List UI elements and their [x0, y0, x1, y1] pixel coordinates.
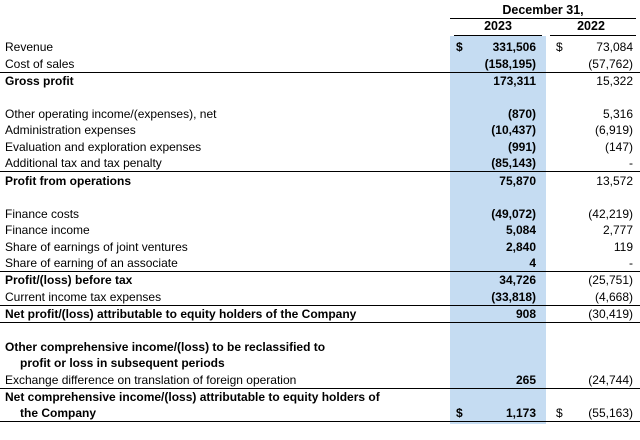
row-additional-tax — [0, 155, 640, 172]
value-2022: (57,762) — [588, 57, 633, 71]
row-profit-from-operations — [0, 173, 640, 189]
value-2022: 5,316 — [602, 107, 633, 121]
currency-2023: $ — [456, 40, 463, 54]
row-profit-before-tax — [0, 272, 640, 288]
row-net-profit — [0, 306, 640, 323]
year-2023-header: 2023 — [484, 19, 512, 33]
row-other-operating — [0, 106, 640, 122]
value-2022: - — [629, 256, 633, 270]
value-2023: (33,818) — [491, 290, 536, 304]
row-cost-of-sales — [0, 56, 640, 73]
value-2023: (991) — [507, 140, 536, 154]
row-label: Exchange difference on translation of foreign operation — [5, 373, 297, 387]
value-2023: 34,726 — [499, 273, 536, 287]
value-2022: 2,777 — [602, 223, 633, 237]
row-net-comprehensive-2 — [0, 405, 640, 422]
value-2023: (10,437) — [491, 123, 536, 137]
value-2022: (147) — [604, 140, 633, 154]
value-2022: 13,572 — [596, 174, 633, 188]
value-2023: 1,173 — [505, 406, 536, 420]
row-gross-profit — [0, 73, 640, 89]
row-label: Share of earning of an associate — [5, 256, 178, 270]
value-2022: (4,668) — [594, 290, 633, 304]
value-2023: 331,506 — [492, 40, 536, 54]
value-2022: 73,084 — [596, 40, 633, 54]
value-2023: 173,311 — [493, 74, 536, 88]
currency-2023: $ — [456, 406, 463, 420]
value-2023: (85,143) — [491, 156, 536, 170]
row-label: the Company — [20, 406, 97, 420]
value-2022: 119 — [613, 240, 633, 254]
row-label: Share of earnings of joint ventures — [5, 240, 188, 254]
value-2022: (24,744) — [588, 373, 633, 387]
row-finance-income — [0, 222, 640, 238]
year-2022-header: 2022 — [577, 19, 605, 33]
value-2023: 2,840 — [505, 240, 536, 254]
row-label: Cost of sales — [5, 57, 75, 71]
row-label: Additional tax and tax penalty — [5, 156, 162, 170]
row-revenue — [0, 39, 640, 55]
row-oci-heading-1 — [0, 339, 640, 355]
value-2023: 75,870 — [499, 174, 536, 188]
row-label: Evaluation and exploration expenses — [5, 140, 202, 154]
value-2023: 265 — [515, 373, 536, 387]
row-label: Administration expenses — [5, 123, 136, 137]
row-joint-ventures — [0, 239, 640, 255]
value-2023: 4 — [529, 256, 536, 270]
row-label: Finance income — [5, 223, 90, 237]
row-exchange-difference — [0, 372, 640, 389]
value-2023: 5,084 — [505, 223, 536, 237]
value-2022: (30,419) — [588, 307, 633, 321]
value-2022: 15,322 — [596, 74, 633, 88]
row-finance-costs — [0, 206, 640, 222]
value-2023: 908 — [515, 307, 536, 321]
value-2022: (42,219) — [588, 207, 633, 221]
row-administration — [0, 122, 640, 138]
row-label: Revenue — [5, 40, 54, 54]
value-2022: (55,163) — [588, 406, 633, 420]
row-label: Current income tax expenses — [5, 290, 162, 304]
row-income-tax — [0, 289, 640, 306]
row-evaluation — [0, 139, 640, 155]
period-header: December 31, — [502, 3, 584, 17]
row-label: Profit/(loss) before tax — [5, 273, 133, 287]
value-2023: (158,195) — [484, 57, 536, 71]
value-2023: (49,072) — [491, 207, 536, 221]
year-2023-underline — [454, 35, 542, 36]
currency-2022: $ — [556, 40, 563, 54]
row-label: Finance costs — [5, 207, 80, 221]
row-associate — [0, 255, 640, 272]
value-2022: (6,919) — [594, 123, 633, 137]
row-label: Profit from operations — [5, 174, 132, 188]
row-label: Other operating income/(expenses), net — [5, 107, 217, 121]
row-net-comprehensive-1 — [0, 389, 640, 405]
row-label: profit or loss in subsequent periods — [20, 356, 225, 370]
row-label: Other comprehensive income/(loss) to be reclassified to — [5, 340, 326, 354]
row-label: Net comprehensive income/(loss) attributable to equity holders of — [5, 390, 380, 404]
row-label: Net profit/(loss) attributable to equity holders of the Company — [5, 307, 357, 321]
value-2022: (25,751) — [588, 273, 633, 287]
row-oci-heading-2 — [0, 355, 640, 371]
row-label: Gross profit — [5, 74, 74, 88]
currency-2022: $ — [556, 406, 563, 420]
year-2022-underline — [550, 35, 636, 36]
value-2022: - — [629, 156, 633, 170]
value-2023: (870) — [507, 107, 536, 121]
